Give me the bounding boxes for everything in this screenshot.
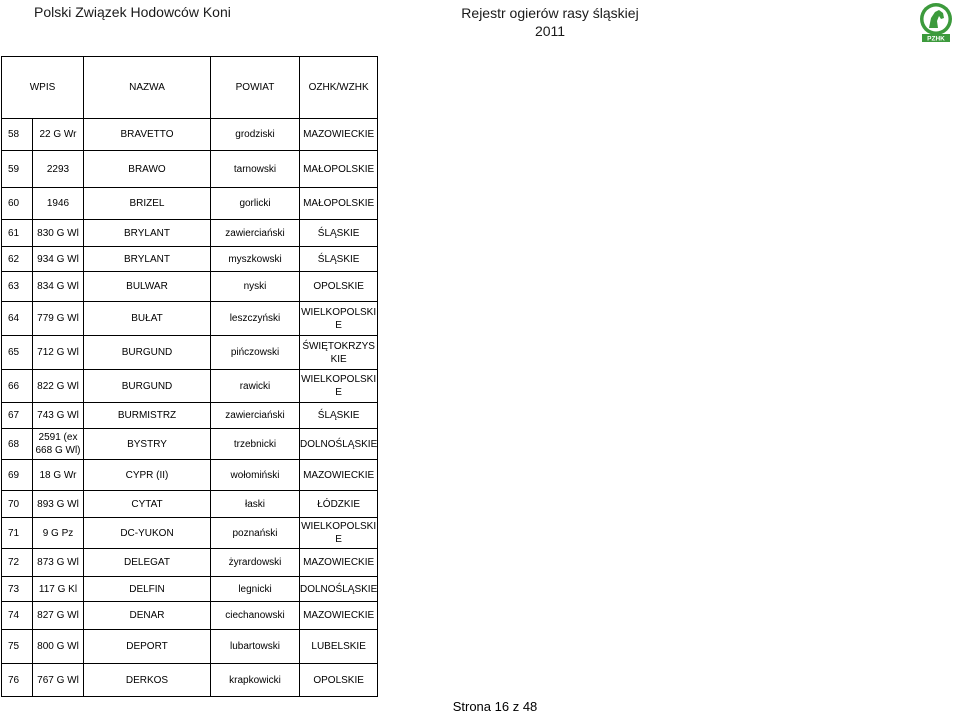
table-row (2, 151, 378, 188)
horse-name: DC-YUKON (84, 518, 211, 549)
association: MAŁOPOLSKIE (300, 188, 378, 220)
table-row (2, 630, 378, 664)
table-row (2, 247, 378, 272)
horse-name: BRYLANT (84, 247, 211, 272)
association: MAZOWIECKIE (300, 460, 378, 491)
registration-number: 117 G Kl (33, 577, 84, 602)
table-row (2, 302, 378, 336)
county: żyrardowski (211, 549, 300, 577)
entry-number: 60 (2, 188, 33, 220)
entry-number: 58 (2, 119, 33, 151)
registration-number: 18 G Wr (33, 460, 84, 491)
association: MAZOWIECKIE (300, 119, 378, 151)
registration-number: 834 G Wl (33, 272, 84, 302)
entry-number: 67 (2, 403, 33, 429)
horse-name: BURGUND (84, 370, 211, 403)
association: WIELKOPOLSKI E (300, 302, 378, 336)
horse-name: BUŁAT (84, 302, 211, 336)
county: legnicki (211, 577, 300, 602)
association: DOLNOŚLĄSKIE (300, 577, 378, 602)
entry-number: 71 (2, 518, 33, 549)
county: myszkowski (211, 247, 300, 272)
table-row (2, 549, 378, 577)
document-title (400, 4, 700, 40)
entry-number: 64 (2, 302, 33, 336)
registration-number: 873 G Wl (33, 549, 84, 577)
registration-number: 779 G Wl (33, 302, 84, 336)
entry-number: 62 (2, 247, 33, 272)
registration-number: 822 G Wl (33, 370, 84, 403)
registration-number: 712 G Wl (33, 336, 84, 370)
entry-number: 68 (2, 429, 33, 460)
county: trzebnicki (211, 429, 300, 460)
county: poznański (211, 518, 300, 549)
registration-number: 9 G Pz (33, 518, 84, 549)
horse-name: BURGUND (84, 336, 211, 370)
stallion-register-table (1, 56, 378, 697)
column-header-powiat: POWIAT (211, 57, 300, 119)
registration-number: 830 G Wl (33, 220, 84, 247)
entry-number: 72 (2, 549, 33, 577)
entry-number: 63 (2, 272, 33, 302)
horse-name: BYSTRY (84, 429, 211, 460)
registration-number: 800 G Wl (33, 630, 84, 664)
horse-name: DEPORT (84, 630, 211, 664)
registration-number: 2293 (33, 151, 84, 188)
entry-number: 76 (2, 664, 33, 697)
org-name: Polski Związek Hodowców Koni (34, 4, 231, 20)
county: lubartowski (211, 630, 300, 664)
table-row (2, 336, 378, 370)
table-row (2, 403, 378, 429)
registration-number: 22 G Wr (33, 119, 84, 151)
horse-name: BRAVETTO (84, 119, 211, 151)
registration-number: 893 G Wl (33, 491, 84, 518)
entry-number: 59 (2, 151, 33, 188)
county: wołomiński (211, 460, 300, 491)
entry-number: 61 (2, 220, 33, 247)
table-row (2, 272, 378, 302)
page-header (0, 0, 960, 45)
title-line-1: Rejestr ogierów rasy śląskiej (461, 5, 639, 21)
registration-number: 767 G Wl (33, 664, 84, 697)
county: gorlicki (211, 188, 300, 220)
column-header-wpis: WPIS (2, 57, 84, 119)
table-row (2, 518, 378, 549)
horse-name: DELFIN (84, 577, 211, 602)
county: tarnowski (211, 151, 300, 188)
association: OPOLSKIE (300, 272, 378, 302)
registration-number: 827 G Wl (33, 602, 84, 630)
county: zawierciański (211, 220, 300, 247)
entry-number: 70 (2, 491, 33, 518)
association: WIELKOPOLSKI E (300, 518, 378, 549)
horse-name: BULWAR (84, 272, 211, 302)
association: DOLNOŚLĄSKIE (300, 429, 378, 460)
table-row (2, 602, 378, 630)
entry-number: 75 (2, 630, 33, 664)
association: MAZOWIECKIE (300, 549, 378, 577)
horse-name: DENAR (84, 602, 211, 630)
association: MAŁOPOLSKIE (300, 151, 378, 188)
logo-text: PZHK (927, 35, 945, 43)
county: rawicki (211, 370, 300, 403)
county: nyski (211, 272, 300, 302)
table-row (2, 119, 378, 151)
county: łaski (211, 491, 300, 518)
association: OPOLSKIE (300, 664, 378, 697)
column-header-nazwa: NAZWA (84, 57, 211, 119)
association: ŁÓDZKIE (300, 491, 378, 518)
entry-number: 73 (2, 577, 33, 602)
association: ŚWIĘTOKRZYS KIE (300, 336, 378, 370)
county: krapkowicki (211, 664, 300, 697)
registration-number: 2591 (ex 668 G Wl) (33, 429, 84, 460)
horse-name: BRYLANT (84, 220, 211, 247)
table-row (2, 188, 378, 220)
association: WIELKOPOLSKI E (300, 370, 378, 403)
table-row (2, 664, 378, 697)
entry-number: 69 (2, 460, 33, 491)
horse-head-logo (914, 1, 958, 43)
county: ciechanowski (211, 602, 300, 630)
county: leszczyński (211, 302, 300, 336)
association: ŚLĄSKIE (300, 220, 378, 247)
table-row (2, 220, 378, 247)
table-row (2, 577, 378, 602)
registration-number: 1946 (33, 188, 84, 220)
page-number: Strona 16 z 48 (452, 699, 538, 714)
association: MAZOWIECKIE (300, 602, 378, 630)
horse-name: BURMISTRZ (84, 403, 211, 429)
horse-name: BRIZEL (84, 188, 211, 220)
county: grodziski (211, 119, 300, 151)
association: LUBELSKIE (300, 630, 378, 664)
title-line-2: 2011 (534, 23, 566, 39)
registration-number: 743 G Wl (33, 403, 84, 429)
column-header-ozhk: OZHK/WZHK (300, 57, 378, 119)
horse-name: CYTAT (84, 491, 211, 518)
horse-name: DELEGAT (84, 549, 211, 577)
horse-name: BRAWO (84, 151, 211, 188)
table-row (2, 460, 378, 491)
table-row (2, 429, 378, 460)
entry-number: 74 (2, 602, 33, 630)
registration-number: 934 G Wl (33, 247, 84, 272)
horse-name: DERKOS (84, 664, 211, 697)
association: ŚLĄSKIE (300, 247, 378, 272)
entry-number: 65 (2, 336, 33, 370)
entry-number: 66 (2, 370, 33, 403)
table-header-row (2, 57, 378, 119)
horse-name: CYPR (II) (84, 460, 211, 491)
table-row (2, 370, 378, 403)
association: ŚLĄSKIE (300, 403, 378, 429)
table-row (2, 491, 378, 518)
county: zawierciański (211, 403, 300, 429)
county: pińczowski (211, 336, 300, 370)
